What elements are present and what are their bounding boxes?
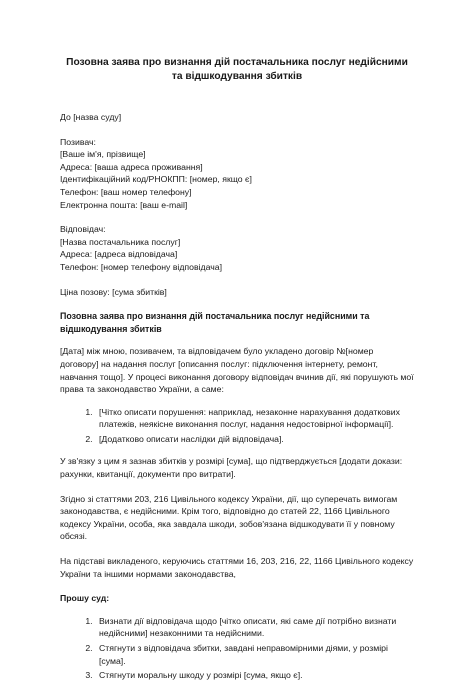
body-title: Позовна заява про визнання дій постачальника послуг недійсними та відшкодування збитків xyxy=(60,311,370,334)
court-block xyxy=(60,111,414,124)
list-item: 1. [Чітко описати порушення: наприклад, незаконне нарахування додаткових платежів, неякісне виконання послуг, надання недостовірної інформації]. xyxy=(95,406,414,431)
claim-price: Ціна позову: [сума збитків] xyxy=(60,286,167,297)
basis-paragraph: На підставі викладеного, керуючись статтями 16, 203, 216, 22, 1166 Цивільного кодексу України та іншими нормами законодавства, xyxy=(60,556,414,579)
list-item: 2. [Додатково описати наслідки дій відповідача]. xyxy=(95,433,414,446)
violations-list xyxy=(60,406,414,446)
defendant-address: Адреса: [адреса відповідача] xyxy=(60,249,178,260)
plaintiff-phone: Телефон: [ваш номер телефону] xyxy=(60,186,192,197)
list-item: 2. Стягнути з відповідача збитки, завдані неправомірними діями, у розмірі [сума]. xyxy=(95,642,414,667)
plaintiff-block xyxy=(60,136,414,212)
plaintiff-heading: Позивач: xyxy=(60,136,96,147)
request-heading: Прошу суд: xyxy=(60,593,110,604)
defendant-name: [Назва постачальника послуг] xyxy=(60,236,181,247)
list-item: 1. Визнати дії відповідача щодо [чітко описати, які саме дії потрібно визнати недійсними] незаконними та недійсними. xyxy=(95,615,414,640)
law-paragraph: Згідно зі статтями 203, 216 Цивільного кодексу України, дії, що суперечать вимогам законодавства, є недійсними. Крім того, відповідно до статей 22, 1166 Цивільного кодексу України, особа, яка завдала шкоди, зобов'язана відшкодувати її у повному обсязі. xyxy=(60,493,398,542)
basis-block xyxy=(60,555,414,580)
plaintiff-id-code: Ідентифікаційний код/РНОКПП: [номер, якщо є] xyxy=(60,174,252,185)
request-heading-block xyxy=(60,592,414,605)
defendant-phone: Телефон: [номер телефону відповідача] xyxy=(60,261,222,272)
plaintiff-email: Електронна пошта: [ваш e-mail] xyxy=(60,199,188,210)
court-line: До [назва суду] xyxy=(60,112,122,122)
intro-block xyxy=(60,345,414,395)
plaintiff-name: [Ваше ім'я, прізвище] xyxy=(60,149,146,160)
claim-price-block xyxy=(60,286,414,299)
document-title: Позовна заява про визнання дій постачальника послуг недійсними та відшкодування збитків xyxy=(66,57,408,82)
defendant-heading: Відповідач: xyxy=(60,224,106,235)
defendant-block xyxy=(60,223,414,273)
law-block xyxy=(60,493,414,543)
list-item: 3. Стягнути моральну шкоду у розмірі [сума, якщо є]. xyxy=(95,669,414,682)
requests-list xyxy=(60,615,414,682)
intro-paragraph: [Дата] між мною, позивачем, та відповідачем було укладено договір №[номер договору] на надання послуг [описання послуг: підключення інтернету, ремонт, навчання тощо]. У процесі виконання договору відповідач вчинив дії, які порушують мої права та законодавство України, а саме: xyxy=(60,346,414,395)
damages-block xyxy=(60,455,414,480)
plaintiff-address: Адреса: [ваша адреса проживання] xyxy=(60,161,203,172)
damages-paragraph: У зв'язку з цим я зазнав збитків у розмірі [сума], що підтверджується [додати докази: рахунки, квитанції, документи про витрати]. xyxy=(60,456,403,480)
